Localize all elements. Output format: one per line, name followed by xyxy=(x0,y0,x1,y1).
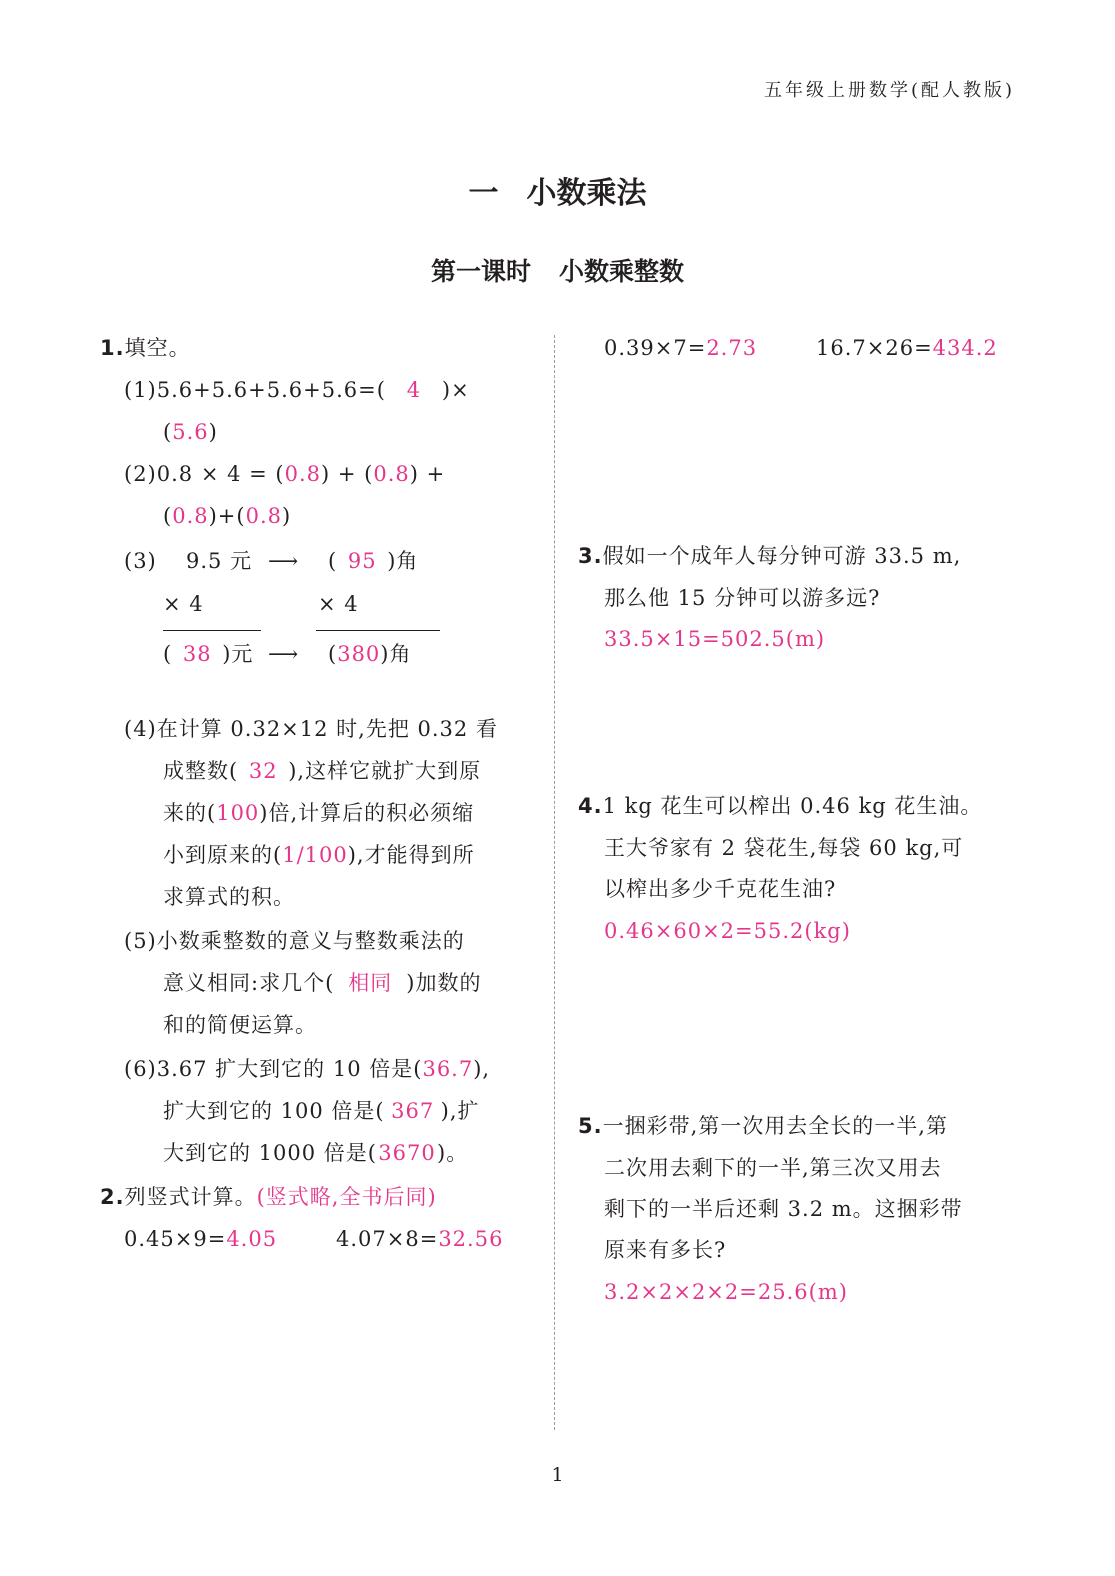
part-text: ) xyxy=(208,420,218,444)
part-text: ) + ( xyxy=(321,462,374,486)
answer: 0.8 xyxy=(245,504,282,528)
q1-part6-line3 xyxy=(163,1132,468,1174)
expression: 0.39×7= xyxy=(604,336,707,360)
q1-part3-top-value: 9.5 元 xyxy=(186,549,253,573)
part-label: (5) xyxy=(124,929,157,953)
part-text: 小到原来的( xyxy=(163,843,283,867)
answer: 32 xyxy=(248,759,278,783)
part-text: ) + xyxy=(409,462,446,486)
q4-line2: 王大爷家有 2 袋花生,每袋 60 kg,可 xyxy=(604,836,964,860)
part-text: )倍,计算后的积必须缩 xyxy=(259,801,475,825)
q1-part3-jiao-top xyxy=(328,540,418,582)
answer: 36.7 xyxy=(422,1057,474,1081)
answer: 相同 xyxy=(348,971,393,995)
chapter-name: 小数乘法 xyxy=(526,176,647,211)
part-text: )角 xyxy=(387,549,419,573)
q2-heading xyxy=(100,1176,437,1218)
answer: 0.8 xyxy=(373,462,410,486)
part-text: ), xyxy=(473,1057,491,1081)
q1-number: 1. xyxy=(100,336,125,360)
multiplication-rule-left xyxy=(163,630,261,631)
question-text: 假如一个成年人每分钟可游 33.5 m, xyxy=(602,544,962,568)
part-text: )+( xyxy=(208,504,246,528)
q1-title: 填空。 xyxy=(124,336,191,360)
page-number: 1 xyxy=(551,1464,564,1486)
arrow-icon: ⟶ xyxy=(268,549,300,573)
q1-part2-line1 xyxy=(124,453,445,495)
part-label: (4) xyxy=(124,717,157,741)
part-text: 在计算 0.32×12 时,先把 0.32 看 xyxy=(156,717,498,741)
part-text: 成整数( xyxy=(163,759,239,783)
part-label: (2) xyxy=(124,462,157,486)
part-text: ),这样它就扩大到原 xyxy=(288,759,482,783)
part-text: ( xyxy=(328,549,338,573)
part-text: 3.67 扩大到它的 10 倍是( xyxy=(156,1057,423,1081)
answer: 32.56 xyxy=(438,1227,504,1251)
part-text: ( xyxy=(163,642,173,666)
answer: 95 xyxy=(347,549,377,573)
part-text: ( xyxy=(163,504,173,528)
answer: 367 xyxy=(391,1099,435,1123)
q1-part5-line2 xyxy=(163,962,481,1004)
part-text: ( xyxy=(163,420,173,444)
part-text: )加数的 xyxy=(406,971,482,995)
q1-part4-line4 xyxy=(163,834,475,876)
question-text: 一捆彩带,第一次用去全长的一半,第 xyxy=(602,1114,948,1138)
q5-line2: 二次用去剩下的一半,第三次又用去 xyxy=(604,1156,942,1180)
q4-line1 xyxy=(578,785,982,827)
q1-part3-label: (3) xyxy=(124,549,157,573)
answer: 4.05 xyxy=(226,1227,278,1251)
q1-part4-line2 xyxy=(163,750,481,792)
part-text: ) xyxy=(282,504,292,528)
q1-part4-line3 xyxy=(163,792,474,834)
expression: 16.7×26= xyxy=(816,336,933,360)
q1-part6-line2 xyxy=(163,1090,480,1132)
q2-title: 列竖式计算。 xyxy=(124,1185,257,1209)
answer: 434.2 xyxy=(932,336,998,360)
expression: 0.45×9= xyxy=(124,1227,227,1251)
part-text: 意义相同:求几个( xyxy=(163,971,335,995)
part-text: 小数乘整数的意义与整数乘法的 xyxy=(156,929,465,953)
answer: 38 xyxy=(182,642,212,666)
q2-item xyxy=(816,327,998,369)
q3-line1 xyxy=(578,535,961,577)
q1-part3-yuan-bottom xyxy=(163,633,253,675)
part-text: )。 xyxy=(437,1141,469,1165)
part-text: ),才能得到所 xyxy=(347,843,475,867)
chapter-number: 一 xyxy=(468,176,499,211)
q4-line3: 以榨出多少千克花生油? xyxy=(604,877,837,901)
lesson-number: 第一课时 xyxy=(430,257,531,286)
q4-number: 4. xyxy=(578,794,603,818)
q5-number: 5. xyxy=(578,1114,603,1138)
part-text: 扩大到它的 100 倍是( xyxy=(163,1099,385,1123)
multiplication-rule-right xyxy=(316,630,440,631)
q2-item xyxy=(124,1218,277,1260)
answer: 3670 xyxy=(378,1141,436,1165)
part-text: 来的( xyxy=(163,801,217,825)
part-label: (6) xyxy=(124,1057,157,1081)
q5-line3: 剩下的一半后还剩 3.2 m。这捆彩带 xyxy=(604,1197,963,1221)
answer: 0.8 xyxy=(284,462,321,486)
q5-line4: 原来有多长? xyxy=(604,1238,727,1262)
answer: 4 xyxy=(406,378,422,402)
q2-item xyxy=(336,1218,503,1260)
q2-item xyxy=(604,327,757,369)
q1-part4-line5: 求算式的积。 xyxy=(163,885,295,909)
q1-part3-times-right: × 4 xyxy=(318,592,359,616)
q1-part3-jiao-bottom xyxy=(328,633,412,675)
q2-note: (竖式略,全书后同) xyxy=(256,1185,437,1209)
q2-number: 2. xyxy=(100,1185,125,1209)
part-text: )角 xyxy=(380,642,412,666)
q1-part5-line1 xyxy=(124,920,465,962)
chapter-title xyxy=(0,168,1115,212)
part-label: (1) xyxy=(124,378,157,402)
q1-part1-line1 xyxy=(124,369,470,411)
lesson-name: 小数乘整数 xyxy=(559,257,685,286)
part-text: )元 xyxy=(222,642,254,666)
q1-part3-times-left: × 4 xyxy=(163,592,204,616)
answer: 1/100 xyxy=(282,843,348,867)
part-text: 0.8 × 4 = ( xyxy=(156,462,285,486)
q3-answer: 33.5×15=502.5(m) xyxy=(604,627,826,651)
answer: 380 xyxy=(337,642,381,666)
expression: 4.07×8= xyxy=(336,1227,439,1251)
q5-answer: 3.2×2×2×2=25.6(m) xyxy=(604,1280,848,1304)
answer: 5.6 xyxy=(172,420,209,444)
q3-number: 3. xyxy=(578,544,603,568)
part-text: )× xyxy=(441,378,470,402)
column-divider xyxy=(554,335,555,1430)
part-text: ),扩 xyxy=(440,1099,480,1123)
part-text: 5.6+5.6+5.6+5.6=( xyxy=(156,378,386,402)
q1-part6-line1 xyxy=(124,1048,490,1090)
q1-heading xyxy=(100,327,191,369)
answer: 2.73 xyxy=(706,336,758,360)
q1-part2-line2 xyxy=(163,495,291,537)
q1-part4-line1 xyxy=(124,708,498,750)
part-text: ( xyxy=(328,642,338,666)
answer: 0.8 xyxy=(172,504,209,528)
part-text: 大到它的 1000 倍是( xyxy=(163,1141,377,1165)
q3-line2: 那么他 15 分钟可以游多远? xyxy=(604,586,881,610)
answer: 100 xyxy=(216,801,260,825)
q1-part1-line2 xyxy=(163,411,218,453)
q4-answer: 0.46×60×2=55.2(kg) xyxy=(604,919,851,943)
lesson-title xyxy=(0,252,1115,288)
q5-line1 xyxy=(578,1105,948,1147)
question-text: 1 kg 花生可以榨出 0.46 kg 花生油。 xyxy=(602,794,983,818)
book-title: 五年级上册数学(配人教版) xyxy=(763,80,1015,101)
arrow-icon: ⟶ xyxy=(268,642,300,666)
q1-part5-line3: 和的简便运算。 xyxy=(163,1013,317,1037)
